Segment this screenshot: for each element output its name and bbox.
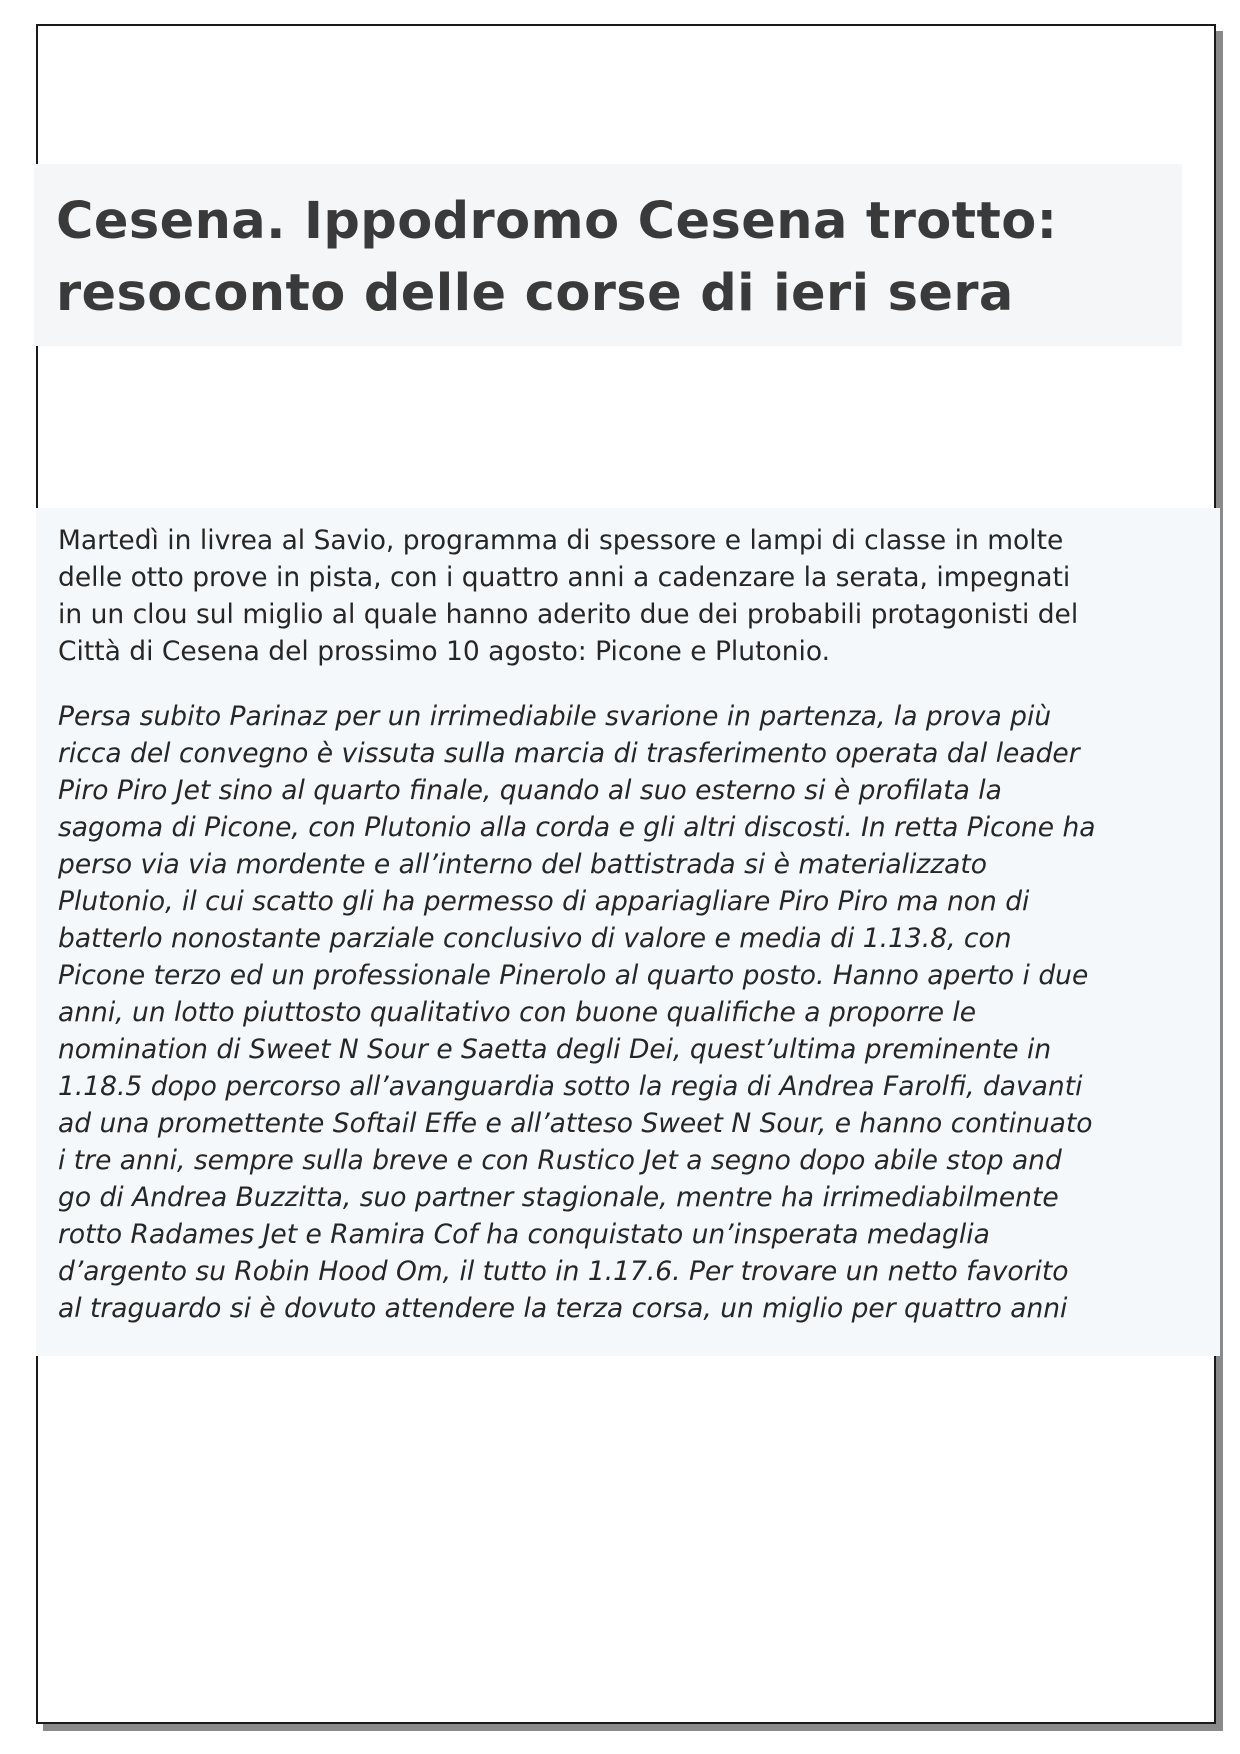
text-line: in un clou sul miglio al quale hanno aderito due dei probabili protagonisti del: [58, 599, 1079, 630]
text-line: rotto Radames Jet e Ramira Cof ha conquistato un’insperata medaglia: [58, 1219, 990, 1250]
text-line: Plutonio, il cui scatto gli ha permesso di appariagliare Piro Piro ma non di: [58, 886, 1030, 917]
text-line: Città di Cesena del prossimo 10 agosto: Picone e Plutonio.: [58, 636, 831, 667]
text-line: Piro Piro Jet sino al quarto finale, quando al suo esterno si è profilata la: [58, 775, 1002, 806]
text-line: perso via via mordente e all’interno del battistrada si è materializzato: [58, 849, 988, 880]
text-line: anni, un lotto piuttosto qualitativo con buone qualifiche a proporre le: [58, 997, 977, 1028]
text-line: sagoma di Picone, con Plutonio alla corda e gli altri discosti. In retta Picone ha: [58, 812, 1096, 843]
article-title: [56, 186, 1182, 330]
headline-block: [34, 164, 1182, 346]
text-line: al traguardo si è dovuto attendere la terza corsa, un miglio per quattro anni: [58, 1293, 1068, 1324]
text-line: ricca del convegno è vissuta sulla marcia di trasferimento operata dal leader: [58, 738, 1080, 769]
text-line: i tre anni, sempre sulla breve e con Rustico Jet a segno dopo abile stop and: [58, 1145, 1062, 1176]
intro-paragraph: [58, 522, 1220, 670]
text-line: Persa subito Parinaz per un irrimediabile svarione in partenza, la prova più: [58, 701, 1052, 732]
text-line: 1.18.5 dopo percorso all’avanguardia sotto la regia di Andrea Farolfi, davanti: [58, 1071, 1083, 1102]
text-line: go di Andrea Buzzitta, suo partner stagionale, mentre ha irrimediabilmente: [58, 1182, 1059, 1213]
text-line: ad una promettente Softail Effe e all’atteso Sweet N Sour, e hanno continuato: [58, 1108, 1093, 1139]
article-body: [36, 508, 1220, 1356]
text-line: Martedì in livrea al Savio, programma di spessore e lampi di classe in molte: [58, 525, 1064, 556]
race-report-paragraph: [58, 698, 1220, 1327]
text-line: delle otto prove in pista, con i quattro anni a cadenzare la serata, impegnati: [58, 562, 1071, 593]
text-line: d’argento su Robin Hood Om, il tutto in 1.17.6. Per trovare un netto favorito: [58, 1256, 1069, 1287]
title-line: resoconto delle corse di ieri sera: [56, 264, 1014, 323]
text-line: batterlo nonostante parziale conclusivo di valore e media di 1.13.8, con: [58, 923, 1012, 954]
title-line: Cesena. Ippodromo Cesena trotto:: [56, 192, 1058, 251]
text-line: nomination di Sweet N Sour e Saetta degli Dei, quest’ultima preminente in: [58, 1034, 1052, 1065]
text-line: Picone terzo ed un professionale Pinerolo al quarto posto. Hanno aperto i due: [58, 960, 1089, 991]
